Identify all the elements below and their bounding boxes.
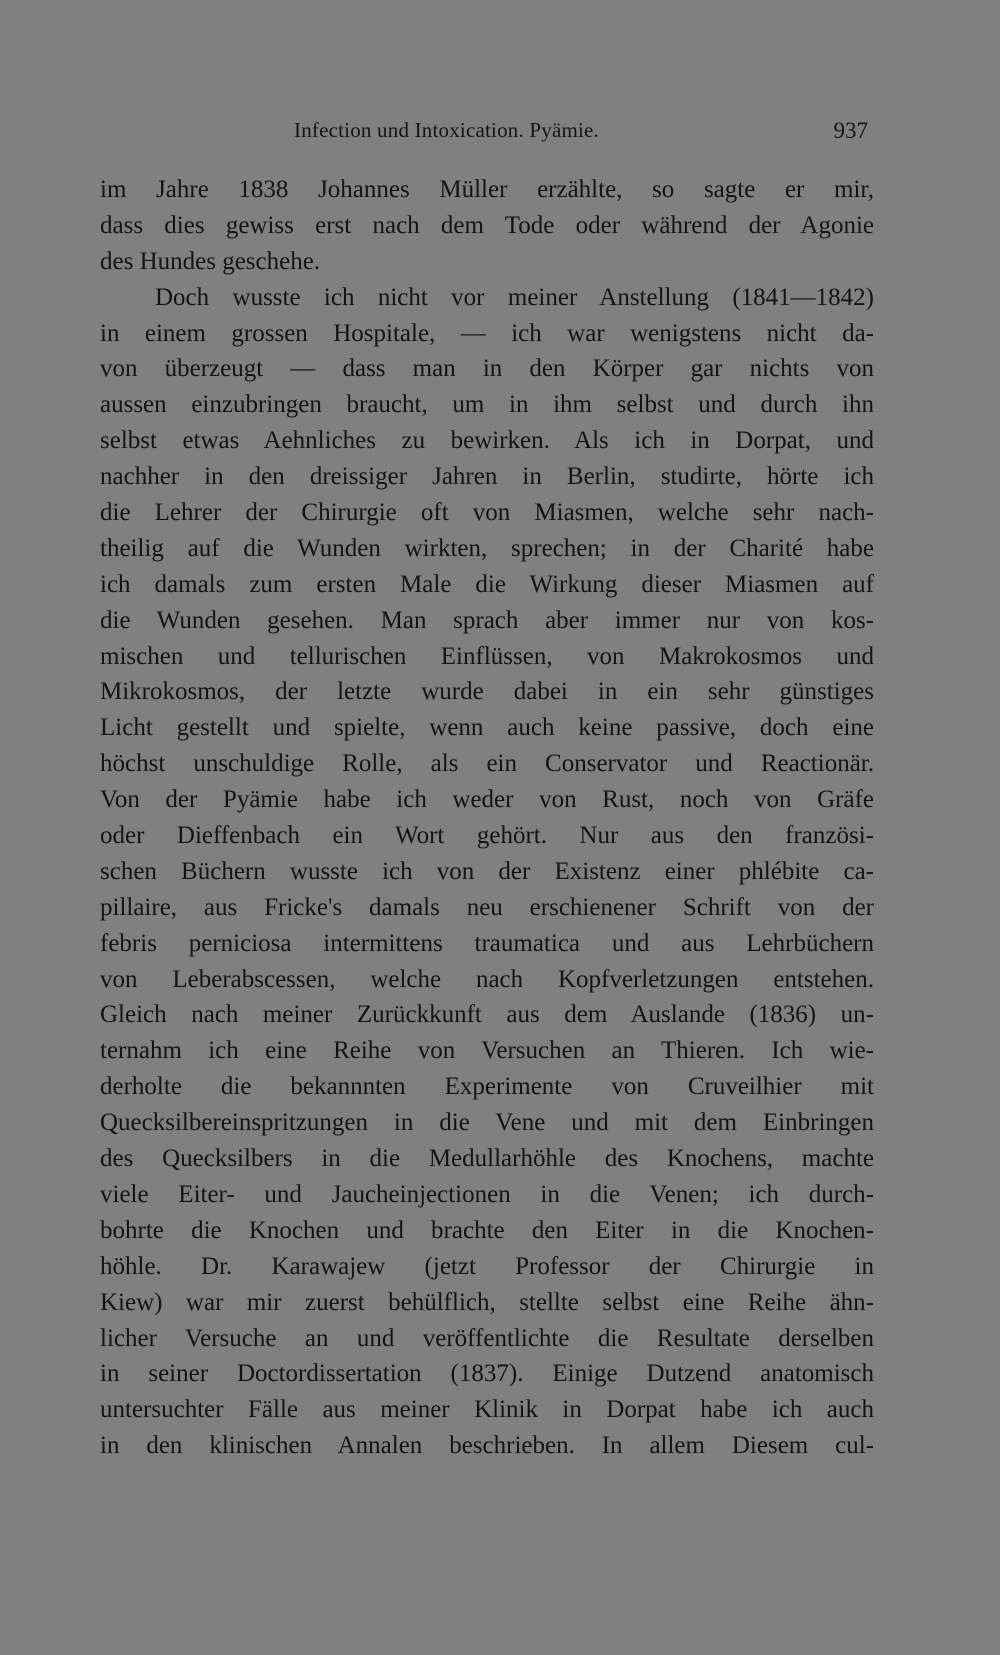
text-line: die Lehrer der Chirurgie oft von Miasmen, welche sehr nach- xyxy=(100,499,874,527)
text-line: Licht gestellt und spielte, wenn auch keine passive, doch eine xyxy=(100,714,874,742)
text-line: ternahm ich eine Reihe von Versuchen an Thieren. Ich wie- xyxy=(100,1037,874,1065)
text-line: des Hundes geschehe. xyxy=(100,247,321,275)
text-line: Quecksilbereinspritzungen in die Vene und mit dem Einbringen xyxy=(100,1109,874,1137)
text-line: von Leberabscessen, welche nach Kopfverletzungen entstehen. xyxy=(100,965,874,993)
text-line: viele Eiter- und Jaucheinjectionen in die Venen; ich durch- xyxy=(100,1180,874,1208)
text-line: theilig auf die Wunden wirkten, sprechen; in der Charité habe xyxy=(100,534,874,562)
text-line: von überzeugt — dass man in den Körper gar nichts von xyxy=(100,355,874,383)
text-line: untersuchter Fälle aus meiner Klinik in Dorpat habe ich auch xyxy=(100,1396,874,1424)
text-line: mischen und tellurischen Einflüssen, von Makrokosmos und xyxy=(100,642,874,670)
text-line: Mikrokosmos, der letzte wurde dabei in ein sehr günstiges xyxy=(100,678,874,706)
page-header xyxy=(100,118,868,154)
running-title: Infection und Intoxication. Pyämie. xyxy=(294,118,600,142)
text-line: bohrte die Knochen und brachte den Eiter in die Knochen- xyxy=(100,1216,874,1244)
text-line: oder Dieffenbach ein Wort gehört. Nur aus den französi- xyxy=(100,822,874,850)
text-line: selbst etwas Aehnliches zu bewirken. Als ich in Dorpat, und xyxy=(100,427,874,455)
text-line: in seiner Doctordissertation (1837). Einige Dutzend anatomisch xyxy=(100,1360,874,1388)
page-number: 937 xyxy=(833,118,868,143)
text-line: derholte die bekannnten Experimente von Cruveilhier mit xyxy=(100,1073,874,1101)
text-line: nachher in den dreissiger Jahren in Berlin, studirte, hörte ich xyxy=(100,463,874,491)
text-line: höhle. Dr. Karawajew (jetzt Professor der Chirurgie in xyxy=(100,1252,874,1280)
text-line: in den klinischen Annalen beschrieben. In allem Diesem cul- xyxy=(100,1432,874,1460)
text-line: Kiew) war mir zuerst behülflich, stellte selbst eine Reihe ähn- xyxy=(100,1288,874,1316)
text-line: licher Versuche an und veröffentlichte die Resultate derselben xyxy=(100,1324,874,1352)
body-text xyxy=(100,172,874,1464)
text-line: Von der Pyämie habe ich weder von Rust, noch von Gräfe xyxy=(100,786,874,814)
text-line: Gleich nach meiner Zurückkunft aus dem Auslande (1836) un- xyxy=(100,1001,874,1029)
text-line: schen Büchern wusste ich von der Existenz einer phlébite ca- xyxy=(100,857,874,885)
text-line: febris perniciosa intermittens traumatica und aus Lehrbüchern xyxy=(100,929,874,957)
text-line: in einem grossen Hospitale, — ich war wenigstens nicht da- xyxy=(100,319,874,347)
text-line: ich damals zum ersten Male die Wirkung dieser Miasmen auf xyxy=(100,570,874,598)
text-line: die Wunden gesehen. Man sprach aber immer nur von kos- xyxy=(100,606,874,634)
text-line: höchst unschuldige Rolle, als ein Conservator und Reactionär. xyxy=(100,750,874,778)
text-line: dass dies gewiss erst nach dem Tode oder während der Agonie xyxy=(100,211,874,239)
text-line: pillaire, aus Fricke's damals neu erschienener Schrift von der xyxy=(100,893,874,921)
text-line: im Jahre 1838 Johannes Müller erzählte, so sagte er mir, xyxy=(100,176,874,203)
text-line: aussen einzubringen braucht, um in ihm selbst und durch ihn xyxy=(100,391,874,419)
text-line: des Quecksilbers in die Medullarhöhle des Knochens, machte xyxy=(100,1145,874,1173)
text-line: Doch wusste ich nicht vor meiner Anstellung (1841—1842) xyxy=(155,283,874,311)
